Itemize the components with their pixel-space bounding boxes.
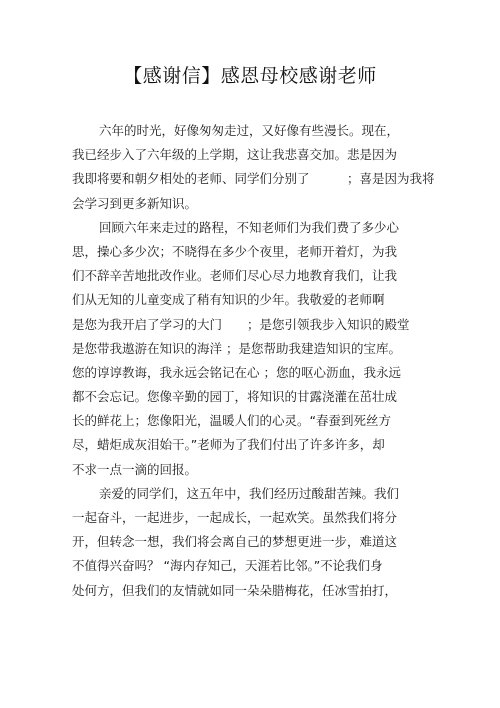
- letter-body: [72, 119, 435, 603]
- paragraph-line: 我已经步入了六年级的上学期，这让我悲喜交加。悲是因为: [72, 147, 398, 163]
- paragraph-line: 回顾六年来走过的路程，不知老师们为我们费了多少心: [99, 219, 400, 235]
- paragraph-line: 尽，蜡炬成灰泪始干。”老师为了我们付出了许多许多，却: [72, 437, 385, 453]
- paragraph-line: 们从无知的儿童变成了稍有知识的少年。我敬爱的老师啊: [72, 292, 385, 308]
- paragraph-line: 我即将要和朝夕相处的老师、同学们分别了 ；喜是因为我将: [72, 171, 435, 187]
- paragraph-line: 都不会忘记。您像辛勤的园丁，将知识的甘露浇灌在茁壮成: [72, 389, 398, 405]
- paragraph-line: 亲爱的同学们，这五年中，我们经历过酸甜苦辣。我们: [99, 485, 400, 501]
- paragraph-line: 是您带我遨游在知识的海洋 ；是您帮助我建造知识的宝库。: [72, 340, 401, 356]
- paragraph-line: 思，操心多少次；不晓得在多少个夜里，老师开着灯，为我: [72, 243, 398, 259]
- paragraph-line: 长的鲜花上；您像阳光，温暖人们的心灵。“春蚕到死丝方: [72, 413, 391, 429]
- paragraph-line: 六年的时光，好像匆匆走过，又好像有些漫长。现在，: [99, 123, 400, 138]
- paragraph-line: 开，但转念一想，我们将会离自己的梦想更进一步，难道这: [72, 534, 398, 550]
- page-title: 【感谢信】感恩母校感谢老师: [123, 65, 377, 87]
- paragraph-line: 会学习到更多新知识。: [72, 195, 198, 211]
- paragraph-line: 不值得兴奋吗？ “海内存知己，天涯若比邻。”不论我们身: [72, 558, 383, 574]
- paragraph-line: 您的谆谆教诲，我永远会铭记在心 ；您的呕心沥血，我永远: [72, 364, 401, 380]
- paragraph-line: 处何方，但我们的友情就如同一朵朵腊梅花，任冰雪拍打，: [72, 582, 398, 598]
- paragraph-line: 一起奋斗，一起进步，一起成长，一起欢笑。虽然我们将分: [72, 510, 398, 525]
- paragraph-line: 不求一点一滴的回报。: [72, 461, 198, 477]
- paragraph-line: 们不辞辛苦地批改作业。老师们尽心尽力地教育我们，让我: [72, 268, 398, 284]
- paragraph-line: 是您为我开启了学习的大门 ；是您引领我步入知识的殿堂: [72, 316, 410, 332]
